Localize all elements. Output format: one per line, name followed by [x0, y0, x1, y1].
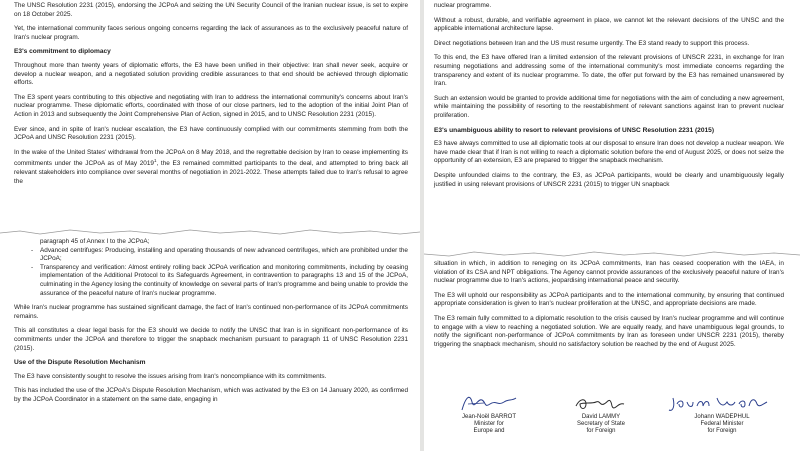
signatory-name: Johann WADEPHUL — [694, 414, 750, 420]
signatory-name: David LAMMY — [581, 414, 621, 420]
list-item-advanced-centrifuges: - Advanced centrifuges: Producing, installing and operating thousands of new advanced centrifuges, which are prohibited under the JCPoA; — [40, 247, 408, 264]
list-item-transparency: - Transparency and verification: Almost entirely rolling back JCPoA verification and monitoring commitments, including by ceasing implementation of the Additional Protocol to its Safeguards Agreement, in contravention to paragraphs 13 and 15 of the JCPoA, culminating in the Agency losing the continuity of knowledge on several parts of Iran's programme and being unable to provide the assurance of the peaceful nature of Iran's nuclear programme. — [40, 264, 408, 298]
paragraph-diplomatic-tools: E3 have always committed to use all diplomatic tools at our disposal to ensure Iran does not develop a nuclear weapon. We have made clear that if Iran is not willing to reach a diplomatic solution before the end of August 2025, or does not seize the opportunity of an extension, E3 are prepared to trigger the snapback mechanism. — [434, 140, 784, 165]
heading-unambiguous-ability: E3's unambiguous ability to resort to relevant provisions of UNSC Resolution 2231 (2015) — [434, 126, 715, 134]
signatory-title-line-1: Secretary of State — [576, 421, 626, 427]
paragraph-damage: While Iran's nuclear programme has sustained significant damage, the fact of Iran's continued non-performance of its JCPoA commitments remains. — [14, 304, 408, 320]
right-page-bottom-section — [434, 260, 784, 355]
signature-wadephul-icon — [667, 392, 777, 414]
signatory-title-line-2: for Foreign — [586, 428, 616, 434]
page-tear-right — [424, 250, 800, 258]
continued-list-line: paragraph 45 of Annex I to the JCPoA; — [40, 238, 150, 245]
left-page-top-section — [14, 2, 408, 192]
signatory-title-line-1: Federal Minister — [700, 421, 744, 427]
signatory-lammy — [546, 392, 656, 435]
violations-list — [14, 247, 408, 299]
paragraph-twenty-years: Throughout more than twenty years of diplomatic efforts, the E3 have been unified in their objective: Iran shall never seek, acquire or develop a nuclear weapon, and a negotiated solution providing credible assurances to that end should be achieved through diplomatic efforts. — [14, 61, 408, 87]
paragraph-dispute-mechanism: This has included the use of the JCPoA's Dispute Resolution Mechanism, which was activated by the E3 on 14 January 2020, as confirmed by the JCPoA Coordinator in a statement on the same date, engaging in — [14, 387, 408, 403]
signature-barrot-icon — [454, 392, 524, 414]
paragraph-uphold-responsibility: The E3 will uphold our responsibility as JCPoA participants and to the international community, by ensuring that continued appropriate consideration is given to Iran's nuclear proliferation at the UNSC, and appropriate decisions are made. — [434, 291, 784, 308]
signature-block — [434, 392, 784, 451]
paragraph-ever-since: Ever since, and in spite of Iran's nuclear escalation, the E3 have continuously complied with our commitments stemming from both the JCPoA and UNSC Resolution 2231 (2015). — [14, 125, 408, 142]
paragraph-direct-negotiations: Direct negotiations between Iran and the US must resume urgently. The E3 stand ready to support this process. — [434, 39, 750, 47]
signatory-wadephul — [660, 392, 784, 435]
paragraph-years-contributing: The E3 spent years contributing to this objective and negotiating with Iran to address the international community's concerns about Iran's nuclear programme. These diplomatic efforts, coordinated with those of our close partners, led to the adoption of the initial Joint Plan of Action in 2013 and subsequently the Joint Comprehensive Plan of Action, signed in 2015, and to UNSC Resolution 2231 (2015). — [14, 93, 408, 118]
signatory-title-line-2: for Foreign — [707, 428, 737, 434]
footnote-marker: 1 — [153, 158, 157, 164]
paragraph-legal-basis: This all constitutes a clear legal basis for the E3 should we decide to notify the UNSC that Iran is in significant non-performance of its commitments under the JCPoA and therefore to trigger the snapback mechanism pursuant to paragraph 11 of UNSC Resolution 2231 (2015). — [14, 327, 408, 352]
paragraph-iaea-cooperation: situation in which, in addition to reneging on its JCPoA commitments, Iran has ceased cooperation with the IAEA, in violation of its CSA and NPT obligations. The Agency cannot provide assurances of the exclusively peaceful nature of Iran's nuclear programme due to Iran's actions, jeopardising international peace and security. — [434, 260, 784, 285]
paragraph-us-withdrawal: In the wake of the United States' withdrawal from the JCPoA on 8 May 2018, and the regrettable decision by Iran to cease implementing its commitments under the JCPoA as of May 2019$^1$, the E3 remained committed participants to the deal, and attempted to bring back all relevant stakeholders into compliance over several months of negotiation in 2021-2022. These attempts failed due to Iran's refusal to agree the — [14, 148, 408, 185]
right-page-top-section — [434, 2, 784, 195]
signatory-barrot — [434, 392, 544, 435]
signatory-title-line-1: Minister for — [474, 421, 504, 427]
paragraph-robust-agreement: Without a robust, durable, and verifiable agreement in place, we cannot let the relevant decisions of the UNSC and the applicable international architecture lapse. — [434, 16, 784, 33]
signatory-name: Jean-Noël BARROT — [461, 414, 517, 420]
intro-paragraph-2: Yet, the international community faces serious ongoing concerns regarding the lack of assurances as to the exclusively peaceful nature of Iran's nuclear program. — [14, 25, 408, 41]
left-page-bottom-section — [14, 238, 408, 411]
paragraph-consistently-sought: The E3 have consistently sought to resolve the issues arising from Iran's noncompliance with its commitments. — [14, 372, 327, 380]
signatory-title-line-2: Europe and — [473, 428, 505, 434]
heading-dispute-resolution: Use of the Dispute Resolution Mechanism — [14, 359, 146, 367]
paragraph-limited-extension: To this end, the E3 have offered Iran a limited extension of the relevant provisions of UNSCR 2231, in exchange for Iran resuming negotiations and addressing some of the international community's most immediate concerns regarding the transparency and extent of its nuclear programme. To date, the offer put forward by the E3 has remained unanswered by Iran. — [434, 54, 784, 88]
signature-lammy-icon — [566, 392, 636, 414]
heading-diplomacy: E3's commitment to diplomacy — [14, 48, 111, 56]
paragraph-remain-committed: The E3 remain fully committed to a diplomatic resolution to the crisis caused by Iran's nuclear programme and will continue to engage with a view to reaching a negotiated solution. We are equally ready, and have unambiguous legal grounds, to notify the significant non-performance of JCPoA commitments by Iran as foreseen under UNSCR 2231 (2015), thereby triggering the snapback mechanism, should no satisfactory solution be reached by the end of August 2025. — [434, 314, 784, 348]
paragraph-extension-granted: Such an extension would be granted to provide additional time for negotiations with the aim of concluding a new agreement, while maintaining the possibility of resorting to the reestablishment of relevant sanctions against Iran to prevent nuclear proliferation. — [434, 94, 784, 119]
paragraph-nuclear-programme-end: nuclear programme. — [434, 2, 492, 9]
paragraph-unfounded-claims: Despite unfounded claims to the contrary, the E3, as JCPoA participants, would be clearly and unambiguously legally justified in using relevant provisions of UNSCR 2231 (2015) to trigger UN snapback — [434, 171, 784, 188]
page-tear-left — [0, 228, 420, 236]
intro-paragraph-1: The UNSC Resolution 2231 (2015), endorsing the JCPoA and seizing the UN Security Council of the Iranian nuclear issue, is set to expire on 18 October 2025. — [14, 2, 408, 18]
